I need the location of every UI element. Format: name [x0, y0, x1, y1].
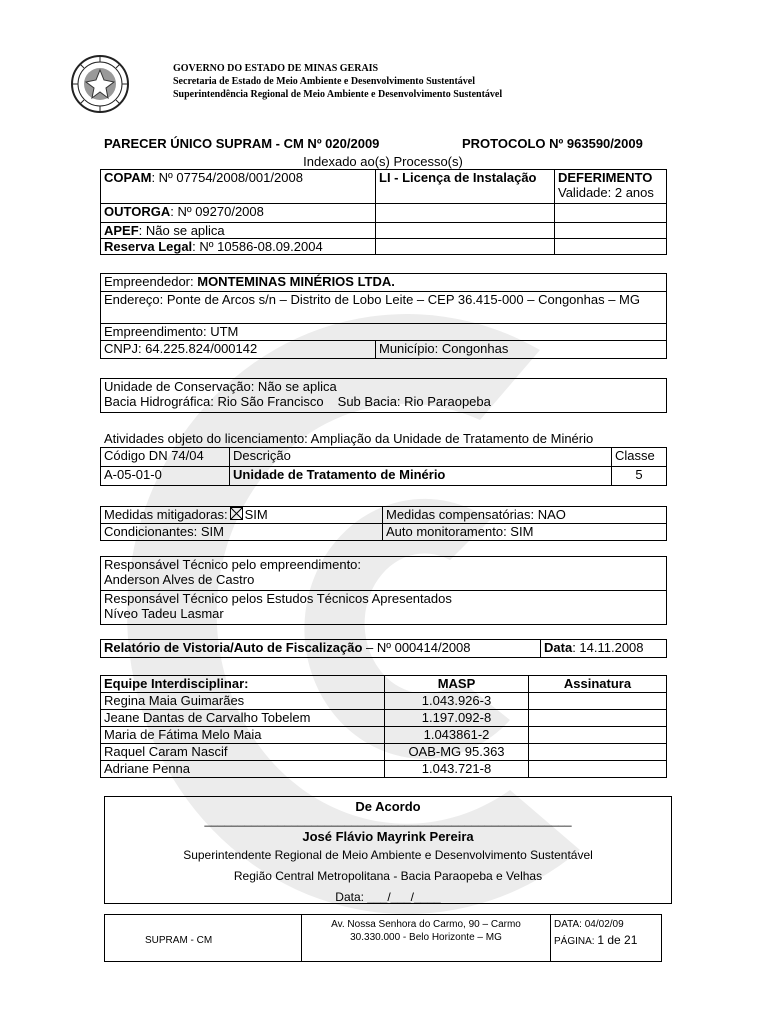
page-footer: [104, 914, 662, 962]
indexado-label: Indexado ao(s) Processo(s): [303, 154, 463, 169]
atividades-label: Atividades objeto do licenciamento: Ampliação da Unidade de Tratamento de Minério: [104, 431, 594, 446]
footer-address-1: Av. Nossa Senhora do Carmo, 90 – Carmo: [331, 919, 521, 930]
municipio-value: Município: Congonhas: [376, 341, 667, 359]
equipe-table: [100, 675, 667, 778]
auto-monitoramento-value: Auto monitoramento: SIM: [383, 524, 667, 541]
col-descricao: Descrição: [230, 448, 612, 467]
relatorio-label: Relatório de Vistoria/Auto de Fiscalização: [104, 640, 363, 655]
table-row: [101, 710, 667, 727]
endereco-value: Endereço: Ponte de Arcos s/n – Distrito de Lobo Leite – CEP 36.415-000 – Congonhas – MG: [101, 292, 667, 324]
member-signature: [529, 761, 667, 778]
member-signature: [529, 744, 667, 761]
processos-table: [100, 169, 667, 255]
regiao-label: Região Central Metropolitana - Bacia Paraopeba e Velhas: [233, 869, 543, 883]
empreendedor-label: Empreendedor:: [104, 274, 198, 289]
member-masp: 1.043.926-3: [385, 693, 529, 710]
footer-date: DATA: 04/02/09: [554, 919, 624, 930]
relatorio-value: – Nº 000414/2008: [362, 640, 471, 655]
member-name: Jeane Dantas de Carvalho Tobelem: [101, 710, 385, 727]
compensatorias-value: Medidas compensatórias: NAO: [383, 507, 667, 524]
footer-page-label: PÁGINA:: [554, 936, 595, 947]
reserva-legal-label: Reserva Legal: [104, 239, 193, 254]
validade-label: Validade: 2 anos: [558, 185, 654, 200]
relatorio-table: [100, 639, 667, 658]
col-codigo: Código DN 74/04: [101, 448, 230, 467]
protocolo-number: PROTOCOLO Nº 963590/2009: [462, 136, 643, 151]
member-signature: [529, 727, 667, 744]
signatory-role: Superintendente Regional de Meio Ambiente e Desenvolvimento Sustentável: [183, 848, 593, 862]
estudos-label: Responsável Técnico pelos Estudos Técnicos Apresentados: [104, 591, 452, 606]
col-classe: Classe: [612, 448, 667, 467]
unidade-conservacao: Unidade de Conservação: Não se aplica: [104, 379, 337, 394]
apef-label: APEF: [104, 223, 139, 238]
outorga-value: : Nº 09270/2008: [170, 204, 264, 219]
member-name: Adriane Penna: [101, 761, 385, 778]
sub-bacia: Sub Bacia: Rio Paraopeba: [337, 394, 491, 409]
estudos-name: Níveo Tadeu Lasmar: [104, 606, 224, 621]
bacia-hidrografica: Bacia Hidrográfica: Rio São Francisco: [104, 394, 324, 409]
condicionantes-value: Condicionantes: SIM: [101, 524, 383, 541]
empreendedor-table: [100, 273, 667, 359]
checked-box-icon: [230, 507, 243, 520]
footer-org: SUPRAM - CM: [145, 935, 213, 946]
parecer-number: PARECER ÚNICO SUPRAM - CM Nº 020/2009: [104, 136, 380, 151]
footer-page-value: 1 de 21: [597, 933, 638, 947]
col-assinatura: Assinatura: [529, 676, 667, 693]
outorga-label: OUTORGA: [104, 204, 171, 219]
responsaveis-table: [100, 556, 667, 625]
copam-label: COPAM: [104, 170, 152, 185]
member-masp: 1.043861-2: [385, 727, 529, 744]
member-masp: 1.043.721-8: [385, 761, 529, 778]
col-equipe: Equipe Interdisciplinar:: [101, 676, 385, 693]
letterhead: [173, 62, 502, 101]
cnpj-value: CNPJ: 64.225.824/000142: [101, 341, 376, 359]
rt-label: Responsável Técnico pelo empreendimento:: [104, 557, 362, 572]
conservacao-table: [100, 378, 667, 413]
reserva-legal-value: : Nº 10586-08.09.2004: [192, 239, 323, 254]
table-row: [101, 727, 667, 744]
member-signature: [529, 710, 667, 727]
empreendimento-value: Empreendimento: UTM: [101, 324, 667, 341]
rt-name: Anderson Alves de Castro: [104, 572, 255, 587]
state-seal-logo: [70, 54, 130, 114]
classe-value: 5: [612, 467, 667, 486]
letterhead-line-3: Superintendência Regional de Meio Ambiente e Desenvolvimento Sustentável: [173, 89, 503, 100]
letterhead-line-1: GOVERNO DO ESTADO DE MINAS GERAIS: [173, 63, 379, 74]
col-masp: MASP: [385, 676, 529, 693]
deferimento-label: DEFERIMENTO: [558, 170, 653, 185]
member-masp: 1.197.092-8: [385, 710, 529, 727]
apef-value: : Não se aplica: [138, 223, 225, 238]
table-row: [101, 693, 667, 710]
atividades-table: [100, 447, 667, 486]
de-acordo-title: De Acordo: [355, 799, 421, 814]
member-signature: [529, 693, 667, 710]
table-row: [101, 744, 667, 761]
acordo-date: Data: ___/___/____: [335, 890, 441, 904]
empreendedor-name: MONTEMINAS MINÉRIOS LTDA.: [197, 274, 395, 289]
mitigadoras-label: Medidas mitigadoras:: [104, 507, 228, 522]
member-masp: OAB-MG 95.363: [385, 744, 529, 761]
copam-value: : Nº 07754/2008/001/2008: [151, 170, 303, 185]
member-name: Raquel Caram Nascif: [101, 744, 385, 761]
letterhead-line-2: Secretaria de Estado de Meio Ambiente e Desenvolvimento Sustentável: [173, 76, 475, 87]
li-label: LI - Licença de Instalação: [376, 170, 555, 204]
member-name: Maria de Fátima Melo Maia: [101, 727, 385, 744]
document-title: [104, 136, 664, 152]
de-acordo-box: [104, 796, 672, 904]
medidas-table: [100, 506, 667, 541]
signatory-name: José Flávio Mayrink Pereira: [302, 829, 474, 844]
relatorio-data-value: : 14.11.2008: [572, 640, 644, 655]
member-name: Regina Maia Guimarães: [101, 693, 385, 710]
descricao-value: Unidade de Tratamento de Minério: [230, 467, 612, 486]
relatorio-data-label: Data: [544, 640, 573, 655]
signature-line: _______________________________________________________: [204, 813, 572, 827]
mitigadoras-value: SIM: [244, 507, 268, 522]
codigo-value: A-05-01-0: [101, 467, 230, 486]
footer-address-2: 30.330.000 - Belo Horizonte – MG: [350, 932, 502, 943]
table-row: [101, 761, 667, 778]
